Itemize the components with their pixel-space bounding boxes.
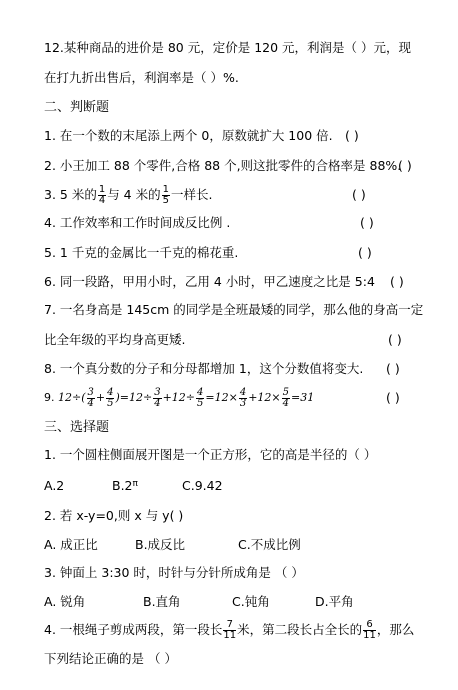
choice-2-text: 2. 若 x-y=0,则 x 与 y( ) [44,508,184,523]
judge-2-answer-blank: ( ) [398,158,412,173]
judge-6-text: 6. 同一段路，甲用小时，乙用 4 小时，甲乙速度之比是 5:4 [44,274,375,289]
choice-3-option-d: D.平角 [315,594,354,609]
judge-7-answer-blank: ( ) [388,332,402,347]
judge-3-pre: 3. 5 米的 [44,187,97,202]
fraction-six-elevenths: $\frac{6}{11}$ [363,619,376,641]
judge-8-answer-blank: ( ) [386,361,400,376]
section-title-choice: 三、选择题 [44,420,110,435]
choice-1-option-c: C.9.42 [182,478,223,493]
judge-4-answer-blank: ( ) [360,215,374,230]
choice-2-option-c: C.不成比例 [238,537,301,552]
choice-3-option-a: A. 锐角 [44,594,86,609]
judge-3-mid: 与 4 米的 [107,187,161,202]
judge-9-text [44,384,314,412]
judge-5-text: 5. 1 千克的金属比一千克的棉花重. [44,245,239,260]
q12-line2: 在打九折出售后，利润率是（ ）%. [44,70,239,85]
judge-2-text: 2. 小王加工 88 个零件,合格 88 个,则这批零件的合格率是 88%. [44,158,402,173]
choice-2-option-b: B.成反比 [135,537,186,552]
fraction-one-fifth: $\frac{1}{5}$ [162,184,169,206]
choice-1-option-b: B.2π [112,478,138,493]
judge-4-text: 4. 工作效率和工作时间成反比例 . [44,215,231,230]
judge-6-answer-blank: ( ) [390,274,404,289]
choice-1-text: 1. 一个圆柱侧面展开图是一个正方形，它的高是半径的（ ） [44,447,377,462]
choice-4-text-line1: 4. 一根绳子剪成两段，第一段长 $\frac{7}{11}$ 米，第二段长占全长的 $\frac{6}{11}$ ，那么 [44,619,415,641]
choice-1-option-a: A.2 [44,478,65,493]
q12-line1: 12.某种商品的进价是 80 元，定价是 120 元，利润是（ ）元，现 [44,40,412,55]
judge-9-expression: 12÷( $\frac{3}{4}$ + $\frac{4}{5}$ )=12÷ $\frac{3}{4}$ +12÷ $\frac{4}{5}$ =12× $\frac{4}{3}$ +12× $\frac{5}{4}$ =31 [58,386,315,409]
judge-8-text: 8. 一个真分数的分子和分母都增加 1，这个分数值将变大. [44,361,364,376]
judge-7-text-line1: 7. 一名身高是 145cm 的同学是全班最矮的同学，那么他的身高一定 [44,302,424,317]
judge-7-text-line2: 比全年级的平均身高更矮. [44,332,186,347]
judge-9-label: 9. [44,391,55,404]
choice-2-option-a: A. 成正比 [44,537,98,552]
choice-3-option-b: B.直角 [143,594,181,609]
judge-1-text: 1. 在一个数的末尾添上两个 0，原数就扩大 100 倍. [44,128,333,143]
choice-3-option-c: C.钝角 [232,594,270,609]
section-title-judge: 二、判断题 [44,100,110,115]
judge-9-answer-blank: ( ) [386,390,400,405]
choice-4-text-line2: 下列结论正确的是 （ ） [44,651,177,666]
judge-1-answer-blank: ( ) [345,128,359,143]
fraction-seven-elevenths: $\frac{7}{11}$ [223,619,237,641]
fraction-one-quarter: $\frac{1}{4}$ [98,184,106,206]
judge-5-answer-blank: ( ) [358,245,372,260]
choice-3-text: 3. 钟面上 3:30 时，时针与分针所成角是 （ ） [44,565,304,580]
judge-3-answer-blank: ( ) [352,187,366,202]
judge-3-text [44,183,212,207]
judge-3-post: 一样长. [170,187,213,202]
